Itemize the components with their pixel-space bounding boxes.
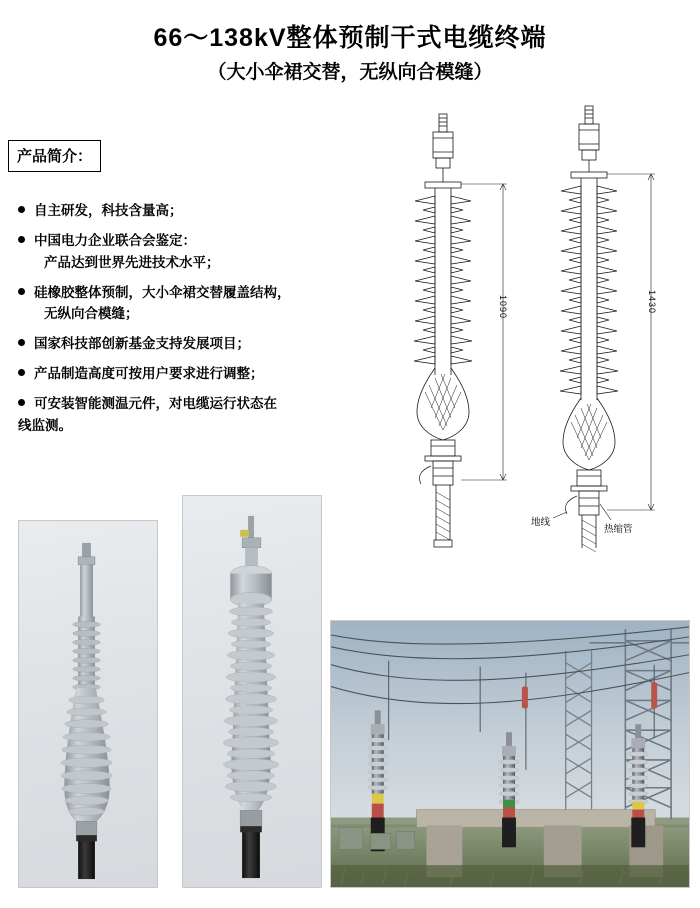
page-title: 66～138kV整体预制干式电缆终端 xyxy=(153,24,547,52)
list-item xyxy=(18,200,338,222)
termination-left-drawing xyxy=(414,114,472,547)
list-item xyxy=(18,282,338,326)
product-photo-middle xyxy=(182,495,322,888)
intro-bullet-list xyxy=(18,200,338,445)
list-item-line1: 中国电力企业联合会鉴定： xyxy=(34,232,196,248)
list-item xyxy=(18,230,338,274)
bullet-dot-icon xyxy=(18,288,25,295)
list-item xyxy=(18,393,338,437)
label-heatshrink-tube: 热缩管 xyxy=(604,524,633,535)
dimension-line-right xyxy=(607,174,655,510)
list-item-line1: 硅橡胶整体预制，大小伞裙交替履盖结构， xyxy=(34,284,291,300)
intro-heading-badge: 产品简介： xyxy=(8,140,101,172)
list-item xyxy=(18,333,338,355)
termination-right-drawing xyxy=(553,106,618,552)
list-item-line1: 国家科技部创新基金支持发展项目； xyxy=(34,336,250,352)
list-item-line2: 无纵向合模缝； xyxy=(44,306,139,322)
list-item-line2: 线监测。 xyxy=(18,417,72,433)
bullet-dot-icon xyxy=(18,236,25,243)
dimension-label-1430: 1430 xyxy=(647,290,657,315)
page-subtitle: （大小伞裙交替，无纵向合模缝） xyxy=(207,62,493,83)
bullet-dot-icon xyxy=(18,369,25,376)
list-item-line1: 可安装智能测温元件，对电缆运行状态在 xyxy=(34,396,277,412)
bullet-dot-icon xyxy=(18,339,25,346)
list-item xyxy=(18,363,338,385)
list-item-line1: 自主研发，科技含量高； xyxy=(34,203,183,218)
technical-drawing xyxy=(395,100,695,555)
dimension-label-1090: 1090 xyxy=(498,295,508,320)
dimension-line-left xyxy=(461,184,507,480)
bullet-dot-icon xyxy=(18,206,25,213)
list-item-line2: 产品达到世界先进技术水平； xyxy=(44,254,220,270)
product-photo-left xyxy=(18,520,158,888)
list-item-line1: 产品制造高度可按用户要求进行调整； xyxy=(34,366,264,382)
substation-photo xyxy=(330,620,690,888)
label-ground-wire: 地线 xyxy=(531,517,551,528)
bullet-dot-icon xyxy=(18,399,25,406)
